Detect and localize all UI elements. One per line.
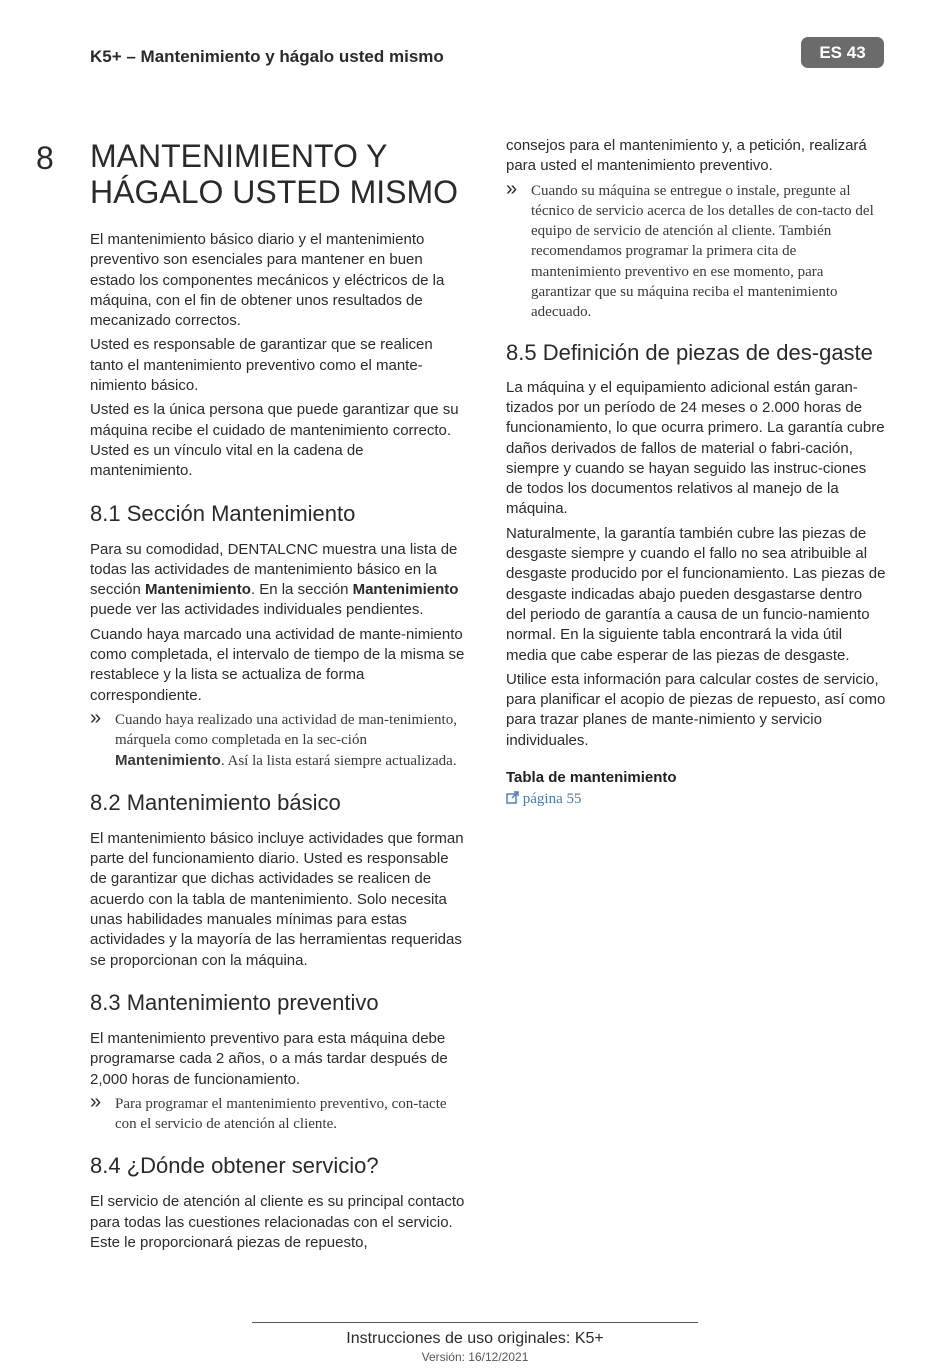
section-heading-8-5: 8.5 Definición de piezas de des-gaste [506,339,873,365]
section-8-5-paragraph: Utilice esta información para calcular costes de servicio, para planificar el acopio de piezas de repuesto, así como para trazar planes de mante-nimiento y servicio individuales. [506,670,886,749]
page-number-badge: ES 43 [801,37,884,68]
double-chevron-right-icon: » [90,706,102,729]
intro-paragraph: El mantenimiento básico diario y el mantenimiento preventivo son esenciales para mantener en buen estado los componentes mecánicos y eléctricos de la máquina, con el fin de obtener unos resultados de mecanizado correctos. [90,231,445,330]
chapter-title: MANTENIMIENTO Y HÁGALO USTED MISMO [90,138,459,210]
section-8-3-paragraph: El mantenimiento preventivo para esta máquina debe programarse cada 2 años, o a más tardar después de 2,000 horas de funcionamiento. [90,1029,448,1088]
maintenance-table-title: Tabla de mantenimiento [506,769,677,787]
section-8-4-paragraph-continued: consejos para el mantenimiento y, a petición, realizará para usted el mantenimiento preventivo. [506,137,867,175]
left-column [90,230,466,1257]
double-chevron-right-icon: » [506,177,518,200]
footer-divider [252,1322,698,1323]
section-8-5-paragraph: La máquina y el equipamiento adicional están garan-tizados por un período de 24 meses o 2.000 horas de funcionamiento, lo que ocurra primero. La garantía cubre daños derivados de fallos de material o fabri-cación, siempre y cuando se hayan seguido las instruc-ciones de todos los documentos relativos al manejo de la máquina. [506,378,885,518]
section-heading-8-4: 8.4 ¿Dónde obtener servicio? [90,1153,379,1179]
tip-note: » Para programar el mantenimiento preventivo, con-tacte con el servicio de atención al cliente. [90,1090,447,1133]
section-heading-8-2: 8.2 Mantenimiento básico [90,789,341,815]
ui-term: Mantenimiento [352,581,459,599]
section-8-2-paragraph: El mantenimiento básico incluye actividades que forman parte del funcionamiento diario. Usted es responsable de garantizar que dichas actividades se realicen de acuerdo con la tabla de mantenimiento. Solo necesita unas habilidades manuales mínimas para estas actividades y la mayoría de las herramientas requeridas se proporcionan con la máquina. [90,829,464,969]
section-8-5-paragraph: Naturalmente, la garantía también cubre las piezas de desgaste siempre y cuando el fallo no sea atribuible al desgaste producido por el funcionamiento. Las piezas de desgaste indicadas abajo pueden desgastarse dentro del periodo de garantía a causa de un funcio-namiento normal. En la siguiente tabla encontrará la vida útil media que cabe esperar de las piezas de desgaste. [506,524,886,664]
section-heading-8-1: 8.1 Sección Mantenimiento [90,500,356,526]
page-link[interactable]: página 55 [506,791,581,807]
double-chevron-right-icon: » [90,1090,102,1113]
footer-version: Versión: 16/12/2021 [421,1350,529,1364]
section-heading-8-3: 8.3 Mantenimiento preventivo [90,989,379,1015]
tip-note: » Cuando su máquina se entregue o instale, pregunte al técnico de servicio acerca de los detalles de con-tacto del equipo de servicio de atención al cliente. También recomendamos programar la primera cita de mantenimiento preventivo en ese momento, para garantizar que su máquina reciba el mantenimiento adecuado. [506,177,874,321]
footer-title: Instrucciones de uso originales: K5+ [346,1330,604,1347]
external-link-icon [506,791,519,804]
header-title: K5+ – Mantenimiento y hágalo usted mismo [90,47,444,66]
section-8-4-paragraph: El servicio de atención al cliente es su principal contacto para todas las cuestiones relacionadas con el servicio. Este le proporcionará piezas de repuesto, [90,1193,465,1251]
tip-note: » Cuando haya realizado una actividad de man-tenimiento, márquela como completada en la sec-ción Mantenimiento. Así la lista estará siempre actualizada. [90,706,457,769]
chapter-number: 8 [36,140,54,176]
right-column [506,136,886,808]
intro-paragraph: Usted es responsable de garantizar que se realicen tanto el mantenimiento preventivo como el mante-nimiento básico. [90,336,433,395]
ui-term: Mantenimiento [115,751,221,769]
section-8-1-paragraph: Cuando haya marcado una actividad de mante-nimiento como completada, el intervalo de tiempo de la misma se restablece y la lista se actualiza de forma correspondiente. [90,625,465,704]
intro-paragraph: Usted es la única persona que puede garantizar que su máquina recibe el cuidado de mantenimiento correcto. Usted es un vínculo vital en la cadena de mantenimiento. [90,401,459,480]
ui-term: Mantenimiento [145,581,251,599]
section-8-1-paragraph: Para su comodidad, DENTALCNC muestra una lista de todas las actividades de mantenimiento básico en la sección Mantenimiento. En la sección Mantenimiento puede ver las actividades individuales pendientes. [90,540,459,619]
